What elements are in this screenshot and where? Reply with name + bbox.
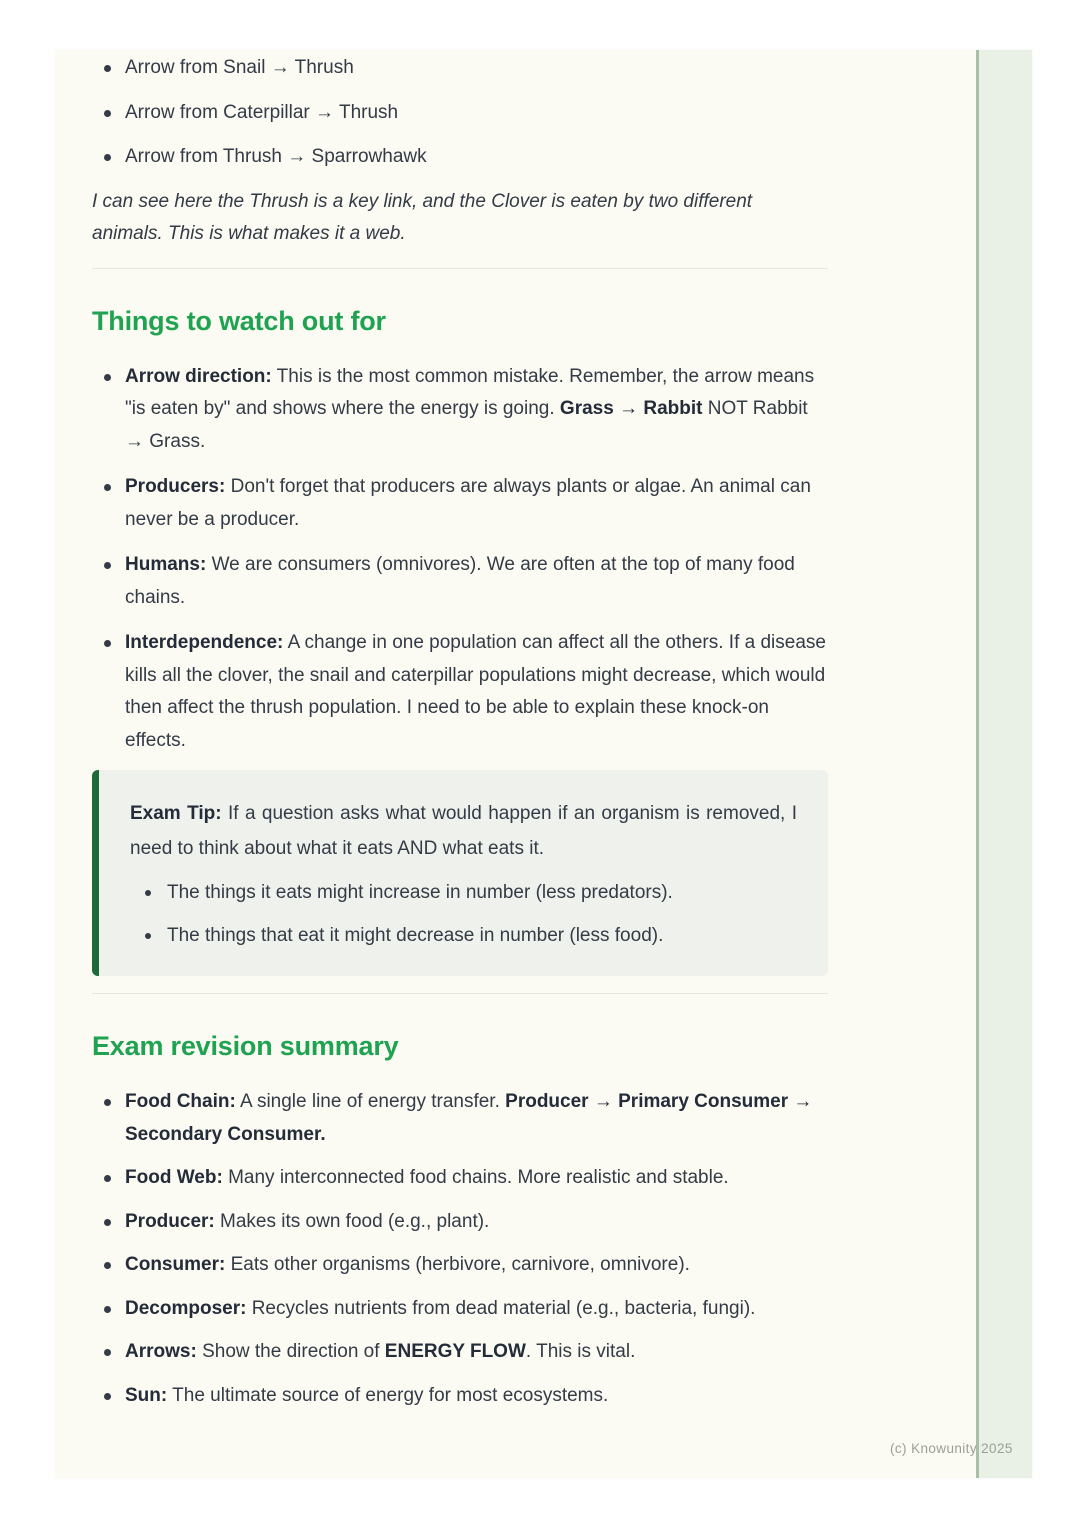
- exam-tip-callout: [92, 770, 828, 976]
- list-item: The things it eats might increase in number (less predators).: [130, 876, 797, 909]
- heading-exam-revision-summary: Exam revision summary: [92, 1031, 399, 1061]
- list-item: Arrow from Snail → Thrush: [92, 52, 828, 85]
- copyright-watermark: (c) Knowunity 2025: [890, 1441, 1013, 1456]
- list-item: Producers: Don't forget that producers are always plants or algae. An animal can never be a producer.: [92, 471, 828, 536]
- list-item: Sun: The ultimate source of energy for most ecosystems.: [92, 1380, 828, 1413]
- revision-summary-list: [92, 1086, 828, 1412]
- heading-things-to-watch-out-for: Things to watch out for: [92, 305, 386, 336]
- page-edge-stripe: [976, 50, 1032, 1478]
- exam-tip-intro: Exam Tip: If a question asks what would happen if an organism is removed, I need to think about what it eats AND what eats it.: [130, 803, 797, 859]
- section-divider: [92, 268, 828, 269]
- list-item: Arrow from Thrush → Sparrowhawk: [92, 141, 828, 174]
- list-item: Arrow direction: This is the most common mistake. Remember, the arrow means "is eaten by" and shows where the energy is going. Grass → Rabbit NOT Rabbit → Grass.: [92, 361, 828, 459]
- list-item: The things that eat it might decrease in number (less food).: [130, 919, 797, 952]
- content-column: [92, 50, 828, 1423]
- list-item: Arrows: Show the direction of ENERGY FLOW. This is vital.: [92, 1336, 828, 1369]
- food-web-arrow-list: [92, 50, 828, 174]
- exam-tip-list: [130, 876, 797, 952]
- observation-note: I can see here the Thrush is a key link, and the Clover is eaten by two different animals. This is what makes it a web.: [92, 190, 753, 244]
- list-item: Arrow from Caterpillar → Thrush: [92, 97, 828, 130]
- list-item: Producer: Makes its own food (e.g., plant).: [92, 1206, 828, 1239]
- watch-out-list: [92, 361, 828, 758]
- list-item: Food Chain: A single line of energy transfer. Producer → Primary Consumer → Secondary Consumer.: [92, 1086, 828, 1151]
- section-divider: [92, 993, 828, 994]
- list-item: Interdependence: A change in one population can affect all the others. If a disease kills all the clover, the snail and caterpillar populations might decrease, which would then affect the thrush population. I need to be able to explain these knock-on effects.: [92, 627, 828, 757]
- list-item: Consumer: Eats other organisms (herbivore, carnivore, omnivore).: [92, 1249, 828, 1282]
- list-item: Decomposer: Recycles nutrients from dead material (e.g., bacteria, fungi).: [92, 1293, 828, 1326]
- document-page: [56, 50, 1032, 1478]
- list-item: Food Web: Many interconnected food chains. More realistic and stable.: [92, 1162, 828, 1195]
- list-item: Humans: We are consumers (omnivores). We are often at the top of many food chains.: [92, 549, 828, 614]
